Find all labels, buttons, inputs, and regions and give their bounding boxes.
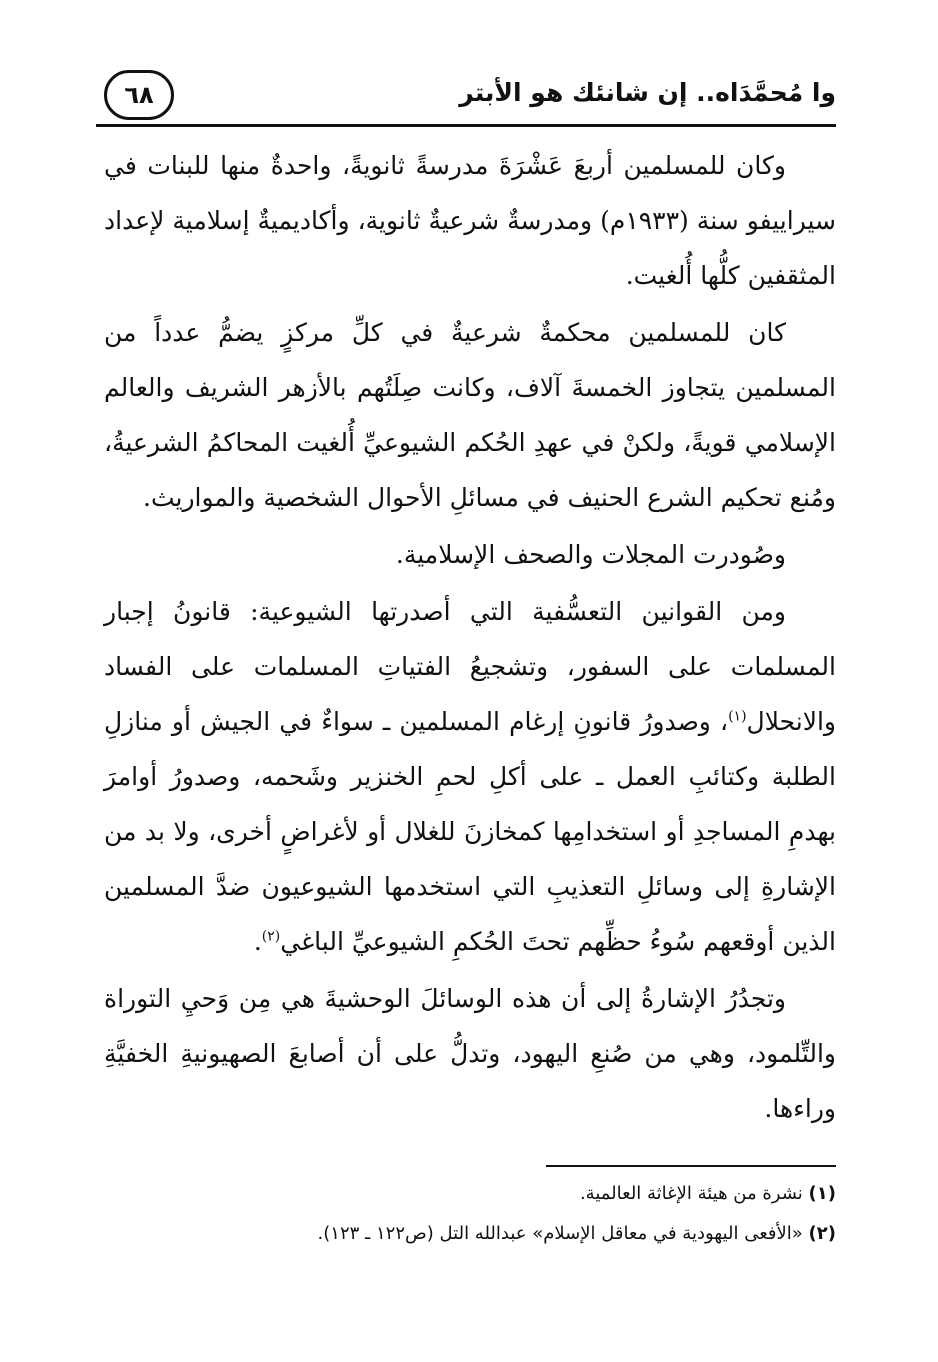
page-header xyxy=(96,66,836,126)
paragraph-origins: وتجدُرُ الإشارةُ إلى أن هذه الوسائلَ الوحشيةَ هي مِن وَحيِ التوراة والتِّلمود، وهي من صُنعِ اليهود، وتدلُّ على أن أصابعَ الصهيونيةِ الخفيَّةِ وراءها. xyxy=(104,984,836,1123)
footnotes xyxy=(104,1174,836,1254)
footnote-1 xyxy=(104,1174,836,1214)
footnote-1-text: نشرة من هيئة الإغاثة العالمية. xyxy=(579,1183,803,1204)
footnote-divider xyxy=(546,1165,836,1167)
paragraph-press: وصُودرت المجلات والصحف الإسلامية. xyxy=(395,540,786,569)
footnote-ref-2: (٢) xyxy=(261,928,281,945)
footnote-ref-1: (١) xyxy=(728,708,747,725)
running-title: وا مُحمَّدَاه.. إن شانئك هو الأبتر xyxy=(459,78,836,107)
laws-text-part1: ومن القوانين التعسُّفية التي أصدرتها الشيوعية: قانونُ إجبار المسلمات على السفور، وتشجيعُ الفتياتِ المسلمات على الفساد والانحلال xyxy=(104,597,836,736)
laws-text-part2: ، وصدورُ قانونِ إرغام المسلمين ـ سواءٌ في الجيش أو منازلِ الطلبة وكتائبِ العمل ـ على أكلِ لحمِ الخنزير وشَحمه، وصدورُ أوامرَ بهدمِ المساجدِ أو استخدامِها كمخازنَ للغلال أو لأغراضٍ أخرى، ولا بد من الإشارةِ إلى وسائلِ التعذيبِ التي استخدمها الشيوعيون ضدَّ المسلمين الذين أوقعهم سُوءُ حظِّهم تحتَ الحُكمِ الشيوعيِّ الباغي xyxy=(104,707,836,956)
footnote-2 xyxy=(104,1214,836,1254)
footnote-2-number: (٢) xyxy=(808,1223,836,1244)
header-divider xyxy=(96,124,836,127)
footnote-1-number: (١) xyxy=(808,1183,836,1204)
paragraph-laws xyxy=(104,584,836,969)
paragraph-courts: كان للمسلمين محكمةٌ شرعيةٌ في كلِّ مركزٍ يضمُّ عدداً من المسلمين يتجاوز الخمسةَ آلاف، وكانت صِلَتُهم بالأزهر الشريف والعالم الإسلامي قويةً، ولكنْ في عهدِ الحُكم الشيوعيِّ أُلغيت المحاكمُ الشرعيةُ، ومُنع تحكيم الشرع الحنيف في مسائلِ الأحوال الشخصية والمواريث. xyxy=(104,318,836,512)
footnote-2-text: «الأفعى اليهودية في معاقل الإسلام» عبدالله التل (ص١٢٢ ـ ١٢٣). xyxy=(317,1223,803,1244)
paragraph-schools: وكان للمسلمين أربعَ عَشْرَةَ مدرسةً ثانويةً، واحدةٌ منها للبنات في سيراييفو سنة (١٩٣٣م) ومدرسةٌ شرعيةٌ ثانوية، وأكاديميةٌ إسلامية لإعداد المثقفين كلُّها أُلغيت. xyxy=(104,151,836,290)
main-text xyxy=(104,138,836,1136)
page-number: ٦٨ xyxy=(104,70,174,120)
laws-text-end: . xyxy=(253,927,262,956)
